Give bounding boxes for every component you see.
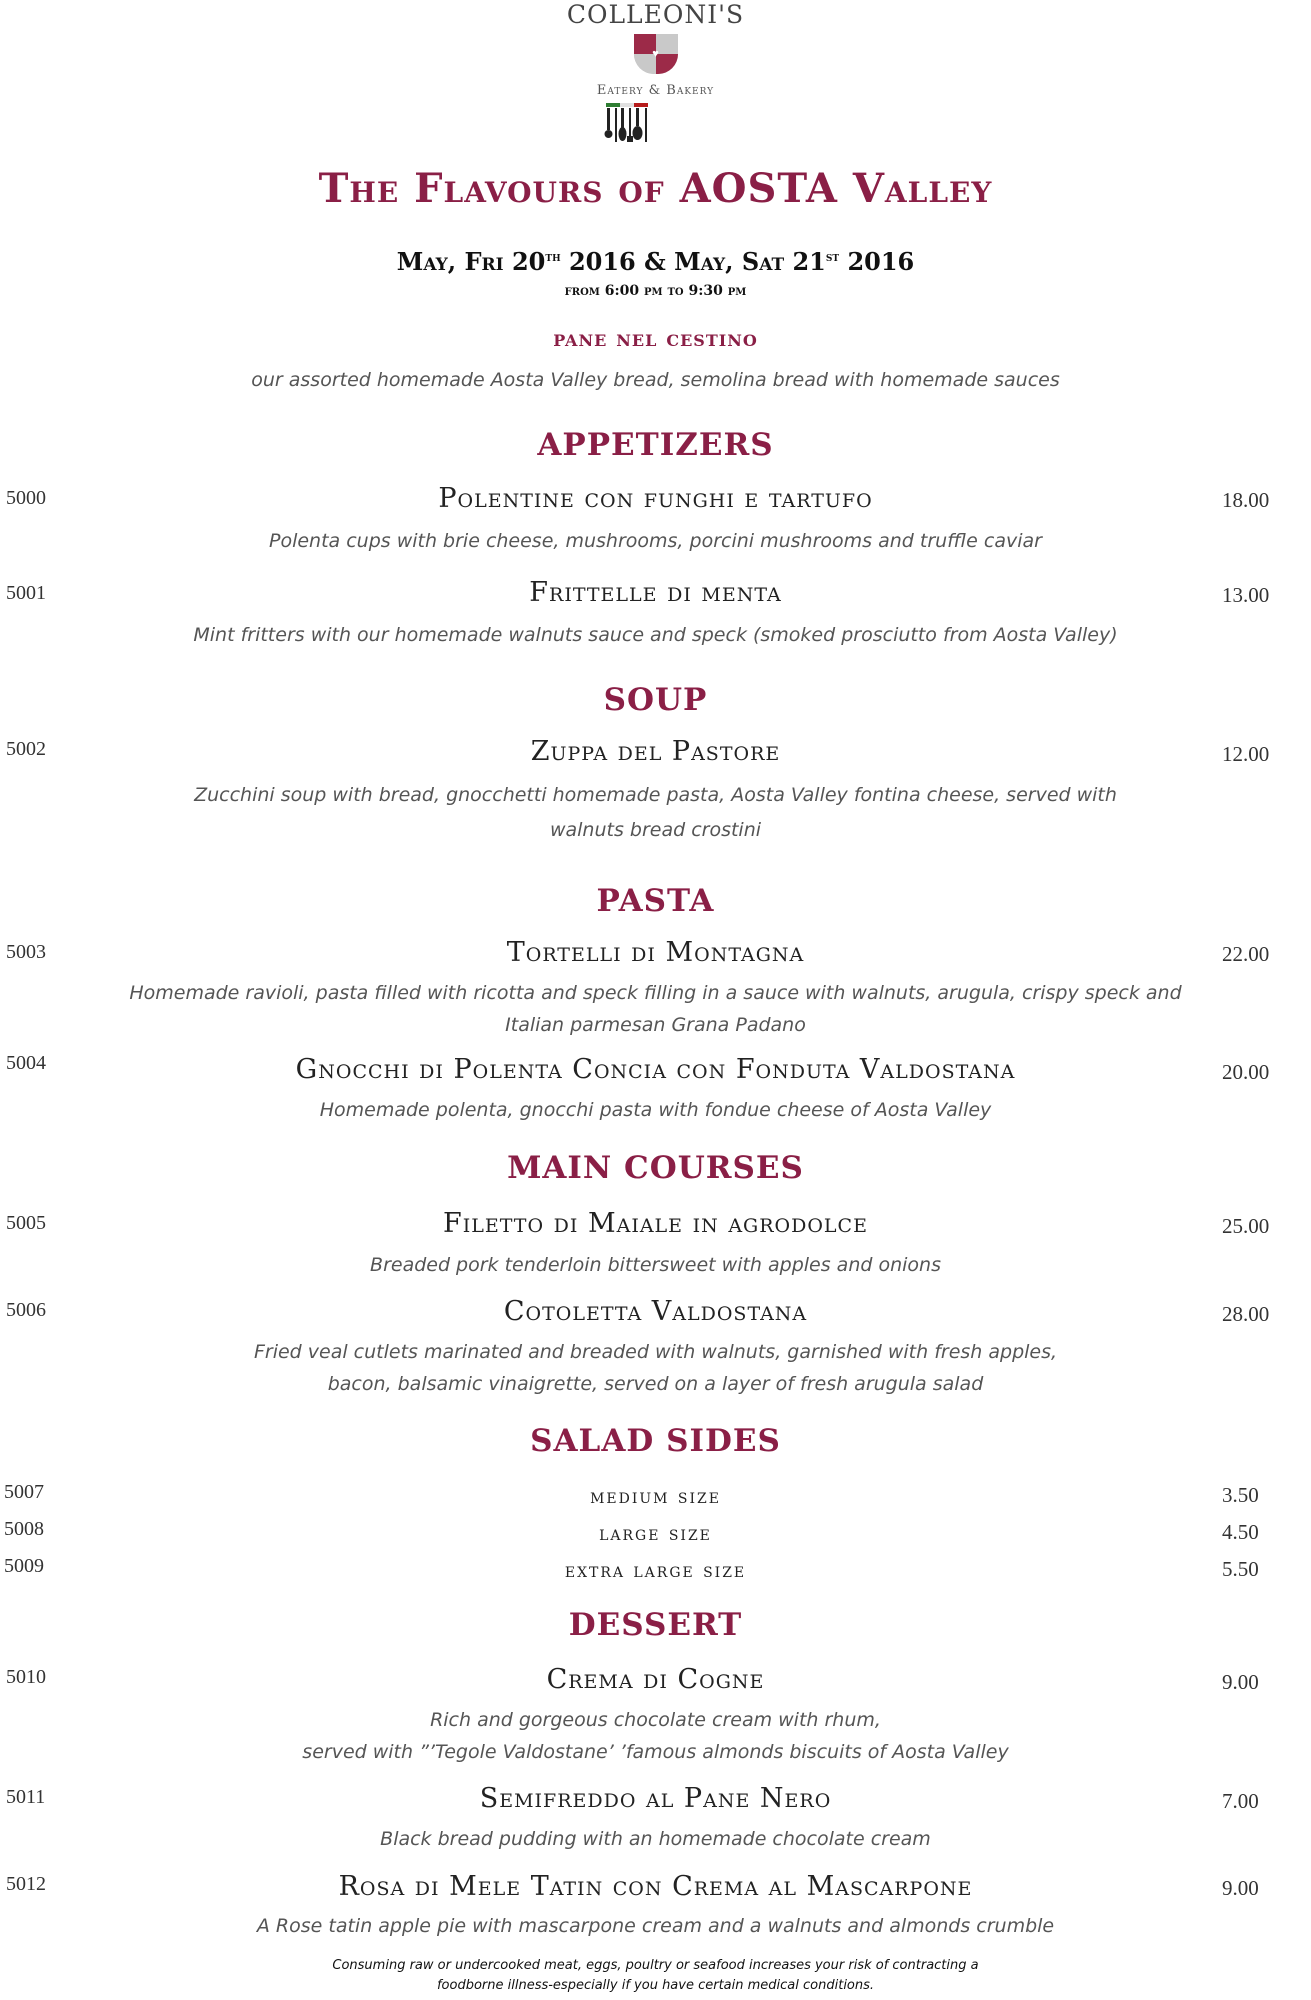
section-bread-heading: pane nel cestino — [553, 325, 758, 352]
dish-description: bacon, balsamic vinaigrette, served on a layer of fresh arugula salad — [327, 1373, 984, 1395]
item-code: 5008 — [4, 1518, 44, 1540]
item-price: 28.00 — [1222, 1302, 1270, 1326]
item-price: 25.00 — [1222, 1214, 1270, 1238]
dish-description: Polenta cups with brie cheese, mushrooms, porcini mushrooms and truffle caviar — [269, 530, 1042, 552]
item-code: 5001 — [6, 582, 46, 604]
dish-description: Zucchini soup with bread, gnocchetti homemade pasta, Aosta Valley fontina cheese, served with — [194, 784, 1117, 806]
dish-name: Polentine con funghi e tartufo — [438, 483, 873, 514]
item-code: 5009 — [4, 1555, 44, 1577]
event-date: May, Fri 20th 2016 & May, Sat 21st 2016 — [396, 247, 915, 276]
salad-size: large size — [599, 1521, 712, 1545]
dish-description: Fried veal cutlets marinated and breaded with walnuts, garnished with fresh apples, — [253, 1341, 1058, 1363]
item-price: 20.00 — [1222, 1060, 1270, 1084]
salad-size: extra large size — [564, 1558, 747, 1582]
item-code: 5006 — [6, 1299, 46, 1321]
heart-icon: ♥ — [652, 48, 659, 60]
dish-description: Breaded pork tenderloin bittersweet with apples and onions — [370, 1254, 941, 1276]
crest-logo — [0, 34, 1311, 79]
item-price: 7.00 — [1222, 1789, 1259, 1813]
item-code: 5012 — [6, 1873, 46, 1895]
dish-description: served with ”’Tegole Valdostane’ ’famous almonds biscuits of Aosta Valley — [302, 1741, 1009, 1763]
dish-description: Italian parmesan Grana Padano — [505, 1014, 806, 1036]
dish-description: walnuts bread crostini — [549, 819, 762, 841]
item-price: 9.00 — [1222, 1670, 1259, 1694]
dish-name: Semifreddo al Pane Nero — [479, 1783, 832, 1814]
item-code: 5005 — [6, 1212, 46, 1234]
dish-description: Black bread pudding with an homemade chocolate cream — [380, 1828, 931, 1850]
section-dessert-heading: DESSERT — [568, 1607, 743, 1643]
dish-description: Homemade polenta, gnocchi pasta with fondue cheese of Aosta Valley — [319, 1099, 992, 1121]
item-code: 5002 — [6, 738, 46, 760]
item-price: 22.00 — [1222, 942, 1270, 966]
dish-name: Filetto di Maiale in agrodolce — [443, 1208, 868, 1239]
dish-name: Cotoletta Valdostana — [503, 1296, 808, 1327]
section-soup-heading: SOUP — [603, 682, 708, 718]
brand-name: COLLEONI'S — [566, 0, 745, 29]
item-code: 5003 — [6, 941, 46, 963]
dish-name: Gnocchi di Polenta Concia con Fonduta Valdostana — [295, 1054, 1016, 1085]
brand-tagline: Eatery & Bakery — [596, 83, 715, 98]
dish-name: Zuppa del Pastore — [530, 736, 781, 767]
section-salad-sides-heading: SALAD SIDES — [530, 1423, 781, 1459]
salad-size: medium size — [590, 1484, 721, 1508]
italian-flag-stripe — [606, 103, 648, 107]
dish-name: Crema di Cogne — [546, 1664, 765, 1695]
item-price: 18.00 — [1222, 488, 1270, 512]
event-time: from 6:00 pm to 9:30 pm — [564, 283, 747, 299]
item-price: 13.00 — [1222, 583, 1270, 607]
dish-name: Rosa di Mele Tatin con Crema al Mascarpone — [338, 1871, 973, 1902]
item-code: 5000 — [6, 487, 46, 509]
item-code: 5007 — [4, 1481, 44, 1503]
item-code: 5011 — [6, 1786, 46, 1808]
bread-description: our assorted homemade Aosta Valley bread, semolina bread with homemade sauces — [251, 369, 1060, 391]
item-price: 5.50 — [1222, 1557, 1259, 1581]
dish-name: Tortelli di Montagna — [506, 937, 805, 968]
section-appetizers-heading: APPETIZERS — [537, 427, 774, 463]
dish-description: Homemade ravioli, pasta filled with ricotta and speck filling in a sauce with walnuts, arugula, crispy speck and — [129, 982, 1182, 1004]
menu-title: The Flavours of AOSTA Valley — [318, 165, 993, 212]
item-price: 9.00 — [1222, 1876, 1259, 1900]
utensils-icon — [604, 108, 650, 144]
item-code: 5004 — [6, 1052, 46, 1074]
section-pasta-heading: PASTA — [596, 883, 715, 919]
food-safety-disclaimer: Consuming raw or undercooked meat, eggs, poultry or seafood increases your risk of contracting a foodborne illness-especially if you have certain medical conditions. — [332, 1958, 979, 1993]
item-price: 3.50 — [1222, 1483, 1259, 1507]
item-price: 4.50 — [1222, 1520, 1259, 1544]
dish-description: A Rose tatin apple pie with mascarpone cream and a walnuts and almonds crumble — [256, 1915, 1055, 1937]
item-price: 12.00 — [1222, 742, 1270, 766]
item-code: 5010 — [6, 1666, 46, 1688]
dish-name: Frittelle di menta — [529, 577, 782, 608]
dish-description: Mint fritters with our homemade walnuts sauce and speck (smoked prosciutto from Aosta Valley) — [193, 624, 1118, 646]
section-main-courses-heading: MAIN COURSES — [507, 1150, 804, 1186]
dish-description: Rich and gorgeous chocolate cream with rhum, — [430, 1709, 881, 1731]
